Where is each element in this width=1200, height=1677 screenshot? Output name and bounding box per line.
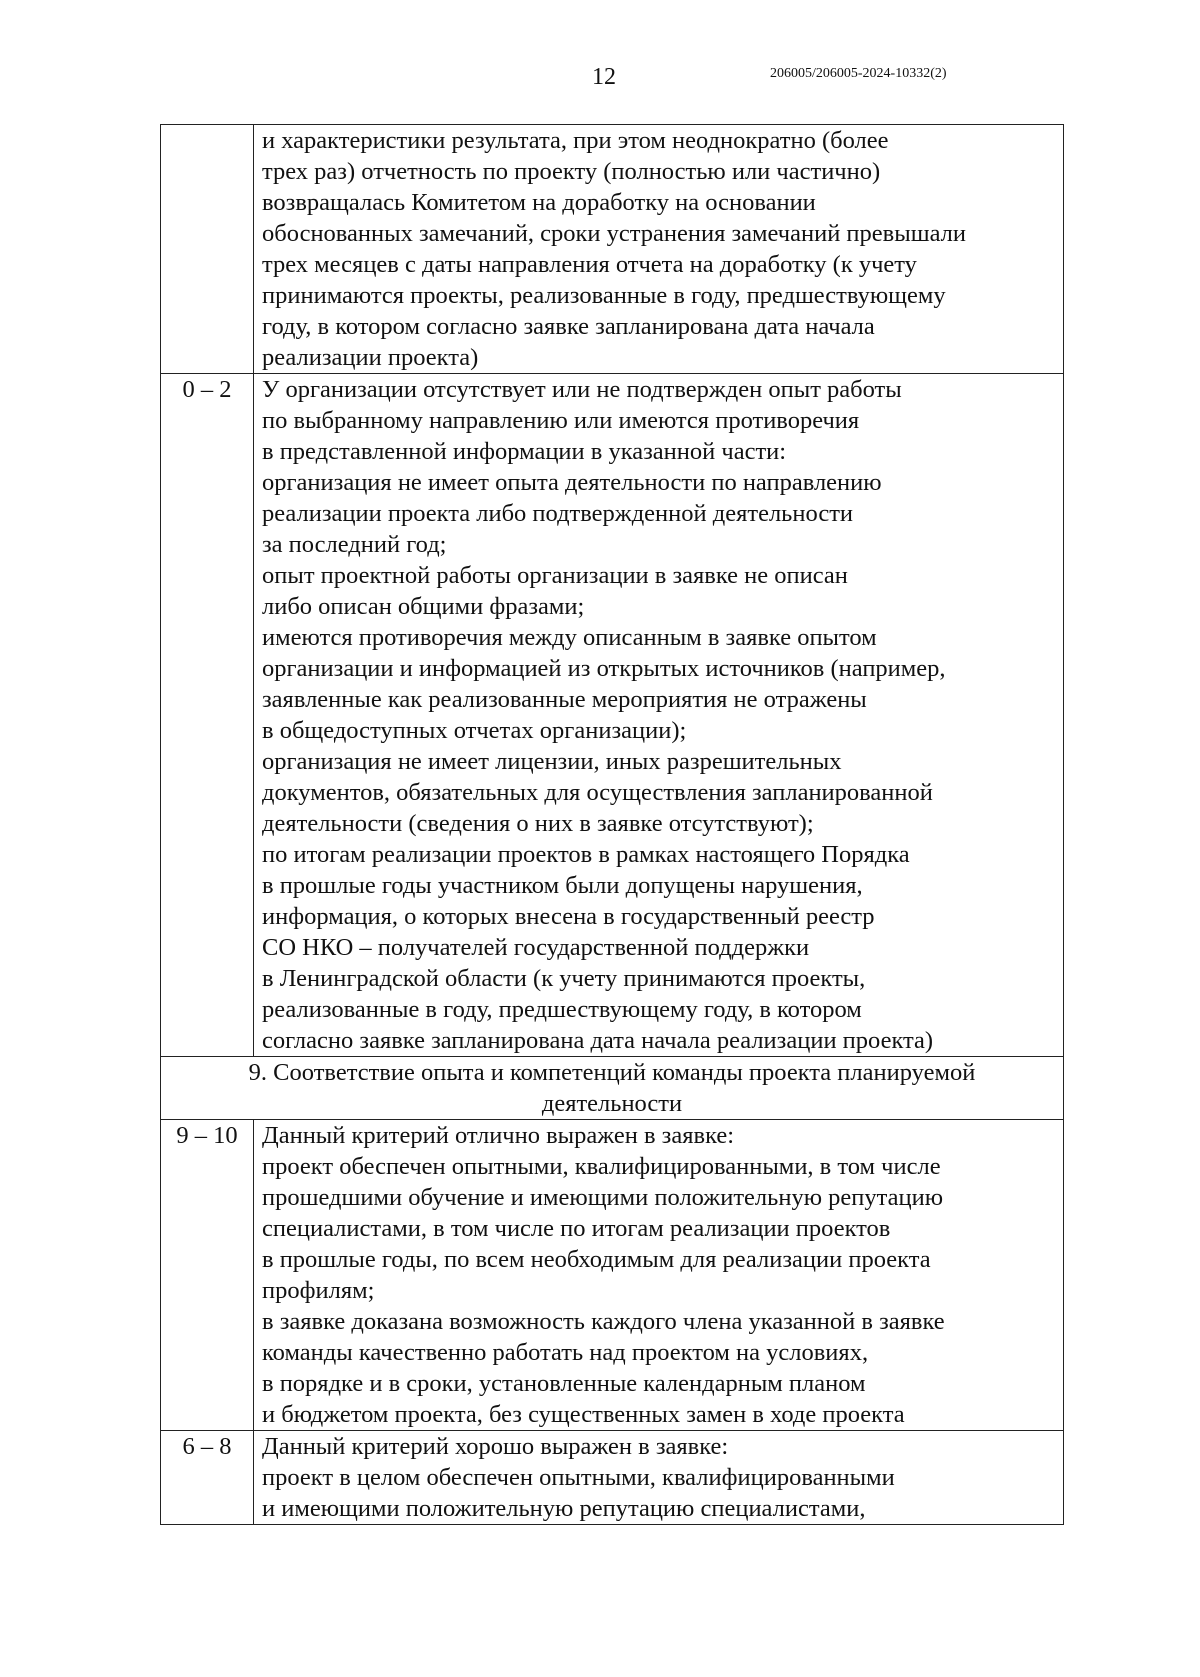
text-line: деятельности (сведения о них в заявке отсутствуют); [262, 810, 814, 837]
text-line: согласно заявке запланирована дата начала реализации проекта) [262, 1027, 934, 1054]
text-line: Данный критерий хорошо выражен в заявке: [262, 1433, 729, 1460]
table-row [161, 1431, 1064, 1525]
text-line: имеются противоречия между описанным в заявке опытом [262, 624, 877, 651]
text-line: документов, обязательных для осуществления запланированной [262, 779, 933, 806]
text-line: за последний год; [262, 531, 447, 558]
text-line: опыт проектной работы организации в заявке не описан [262, 562, 848, 589]
text-line: обоснованных замечаний, сроки устранения замечаний превышали [262, 220, 966, 247]
table-row [161, 125, 1064, 374]
text-line: реализации проекта) [262, 344, 479, 371]
text-line: возвращалась Комитетом на доработку на основании [262, 189, 816, 216]
table-row [161, 374, 1064, 1057]
text-line: и характеристики результата, при этом неоднократно (более [262, 127, 889, 154]
text-line: трех месяцев с даты направления отчета на доработку (к учету [262, 251, 917, 278]
text-line: прошедшими обучение и имеющими положительную репутацию [262, 1184, 944, 1211]
score-cell [161, 125, 254, 374]
text-line: и имеющими положительную репутацию специалистами, [262, 1495, 866, 1522]
description-cell [254, 125, 1064, 374]
document-id: 206005/206005-2024-10332(2) [770, 66, 947, 81]
text-line: принимаются проекты, реализованные в году, предшествующему [262, 282, 946, 309]
section-title-line: 9. Соответствие опыта и компетенций команды проекта планируемой [248, 1059, 976, 1086]
text-line: организация не имеет лицензии, иных разрешительных [262, 748, 842, 775]
text-line: в заявке доказана возможность каждого члена указанной в заявке [262, 1308, 945, 1335]
text-line: реализованные в году, предшествующему году, в котором [262, 996, 862, 1023]
text-line: в общедоступных отчетах организации); [262, 717, 687, 744]
text-line: профилям; [262, 1277, 375, 1304]
text-line: в порядке и в сроки, установленные календарным планом [262, 1370, 866, 1397]
criteria-table [160, 124, 1064, 1525]
text-line: и бюджетом проекта, без существенных замен в ходе проекта [262, 1401, 905, 1428]
text-line: по выбранному направлению или имеются противоречия [262, 407, 860, 434]
section-row [161, 1057, 1064, 1120]
text-line: проект в целом обеспечен опытными, квалифицированными [262, 1464, 895, 1491]
text-line: информация, о которых внесена в государственный реестр [262, 903, 875, 930]
text-line: либо описан общими фразами; [262, 593, 585, 620]
section-title [161, 1057, 1064, 1120]
text-line: году, в котором согласно заявке запланирована дата начала [262, 313, 875, 340]
text-line: в представленной информации в указанной части: [262, 438, 787, 465]
score-cell: 9 – 10 [161, 1120, 254, 1431]
text-line: в Ленинградской области (к учету принимаются проекты, [262, 965, 866, 992]
text-line: команды качественно работать над проектом на условиях, [262, 1339, 869, 1366]
score-cell: 6 – 8 [161, 1431, 254, 1525]
score-cell: 0 – 2 [161, 374, 254, 1057]
text-line: СО НКО – получателей государственной поддержки [262, 934, 810, 961]
text-line: заявленные как реализованные мероприятия не отражены [262, 686, 867, 713]
text-line: Данный критерий отлично выражен в заявке: [262, 1122, 735, 1149]
text-line: реализации проекта либо подтвержденной деятельности [262, 500, 854, 527]
description-cell [254, 1431, 1064, 1525]
text-line: трех раз) отчетность по проекту (полностью или частично) [262, 158, 881, 185]
text-line: организация не имеет опыта деятельности по направлению [262, 469, 882, 496]
text-line: в прошлые годы участником были допущены нарушения, [262, 872, 863, 899]
section-title-line: деятельности [541, 1090, 683, 1117]
text-line: проект обеспечен опытными, квалифицированными, в том числе [262, 1153, 941, 1180]
text-line: специалистами, в том числе по итогам реализации проектов [262, 1215, 891, 1242]
text-line: в прошлые годы, по всем необходимым для реализации проекта [262, 1246, 931, 1273]
page-number: 12 [592, 64, 616, 90]
text-line: У организации отсутствует или не подтвержден опыт работы [262, 376, 902, 403]
table-row [161, 1120, 1064, 1431]
text-line: по итогам реализации проектов в рамках настоящего Порядка [262, 841, 910, 868]
description-cell [254, 374, 1064, 1057]
text-line: организации и информацией из открытых источников (например, [262, 655, 946, 682]
description-cell [254, 1120, 1064, 1431]
